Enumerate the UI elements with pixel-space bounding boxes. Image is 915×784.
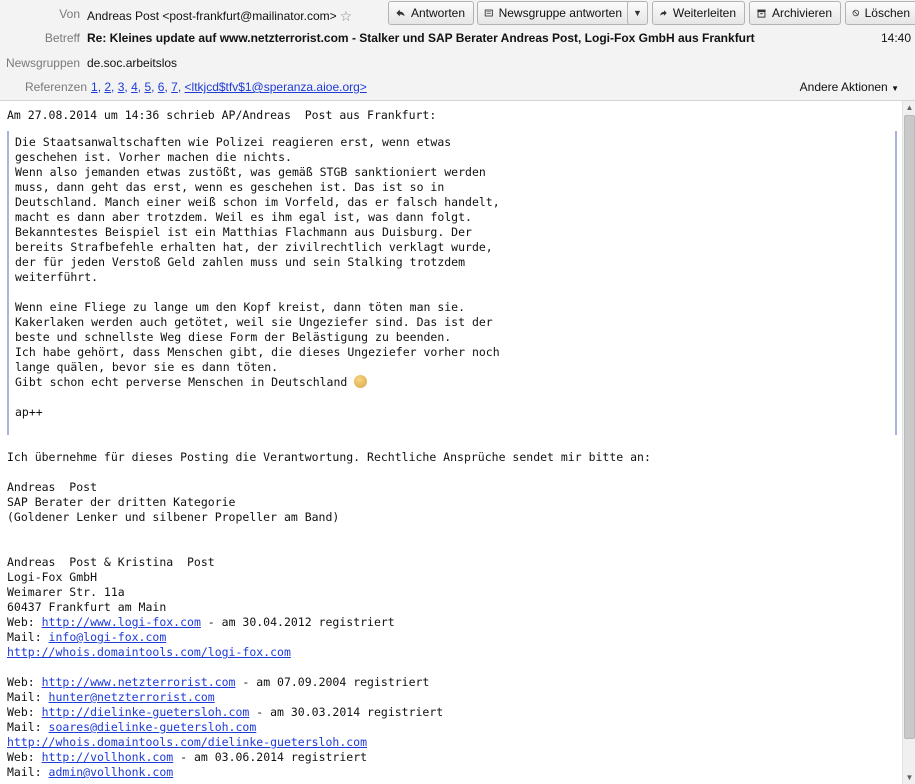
- web-link[interactable]: http://dielinke-guetersloh.com: [41, 705, 250, 719]
- mail-prefix: Mail:: [7, 630, 49, 644]
- registered-note: - am 03.06.2014 registriert: [173, 750, 368, 764]
- reply-newsgroup-button[interactable]: [477, 1, 631, 25]
- reply-button[interactable]: [388, 1, 474, 25]
- web-link[interactable]: http://www.netzterrorist.com: [41, 675, 236, 689]
- blank-line: [7, 525, 902, 540]
- quote-line: der für jeden Verstoß Geld zahlen muss und sein Stalking trotzdem: [15, 255, 466, 269]
- archive-label: Archivieren: [771, 6, 832, 20]
- mail-line: [7, 720, 902, 735]
- scroll-up-arrow-icon[interactable]: ▲: [905, 103, 914, 112]
- quote-line: Wenn also jemanden etwas zustößt, was gemäß STGB sanktioniert werden: [15, 165, 486, 179]
- reply-label: Antworten: [410, 6, 465, 20]
- registered-note: - am 07.09.2004 registriert: [235, 675, 430, 689]
- forward-label: Weiterleiten: [672, 6, 736, 20]
- mail-line: [7, 630, 902, 645]
- whois-line: [7, 645, 902, 660]
- reply-dropdown-button[interactable]: [627, 1, 648, 25]
- from-value[interactable]: [87, 7, 352, 24]
- web-line: [7, 705, 902, 720]
- message-time: 14:40: [880, 31, 911, 45]
- newsgroup-icon: [484, 5, 494, 21]
- message-body: [0, 101, 902, 784]
- web-prefix: Web:: [7, 675, 42, 689]
- newsgroups-label: Newsgruppen: [5, 56, 80, 70]
- address-line: 60437 Frankfurt am Main: [7, 600, 167, 614]
- quote-line: [15, 285, 895, 300]
- forward-arrow-icon: [659, 5, 668, 21]
- web-prefix: Web:: [7, 705, 42, 719]
- quote-line: Bekanntestes Beispiel ist ein Matthias Flachmann aus Duisburg. Der: [15, 225, 472, 239]
- reference-link[interactable]: 3: [117, 80, 125, 94]
- chevron-down-icon: ▼: [891, 84, 899, 93]
- web-link[interactable]: http://vollhonk.com: [41, 750, 174, 764]
- quote-line: muss, dann geht das erst, wenn es geschehen ist. Das ist so in: [15, 180, 445, 194]
- blank-line: [7, 465, 902, 480]
- registered-note: - am 30.03.2014 registriert: [249, 705, 444, 719]
- reference-link[interactable]: 4: [131, 80, 138, 94]
- web-link[interactable]: http://www.logi-fox.com: [41, 615, 201, 629]
- chevron-down-icon: ▼: [633, 8, 642, 18]
- vertical-scrollbar[interactable]: [902, 101, 915, 784]
- message-header: [0, 0, 915, 101]
- reference-link[interactable]: 7: [171, 80, 178, 94]
- registered-note: - am 30.04.2012 registriert: [200, 615, 395, 629]
- signature-line: Andreas Post: [7, 480, 98, 494]
- scroll-down-arrow-icon[interactable]: ▼: [905, 773, 914, 782]
- blank-line: [7, 660, 902, 675]
- quote-line: Wenn eine Fliege zu lange um den Kopf kreist, dann töten man sie.: [15, 300, 466, 314]
- quote-line: [15, 390, 895, 405]
- signature-line: (Goldener Lenker und silbener Propeller am Band): [7, 510, 340, 524]
- newsgroups-value[interactable]: de.soc.arbeitslos: [87, 56, 178, 70]
- whois-line: [7, 735, 902, 750]
- quote-line: weiterführt.: [15, 270, 99, 284]
- quote-spacer: [15, 420, 895, 435]
- reply-newsgroup-label: Newsgruppe antworten: [498, 6, 622, 20]
- forward-button[interactable]: [652, 1, 745, 25]
- reply-arrow-icon: [395, 5, 406, 21]
- mail-prefix: Mail:: [7, 690, 49, 704]
- blank-line: [7, 540, 902, 555]
- address-line: Andreas Post & Kristina Post: [7, 555, 215, 569]
- mail-prefix: Mail:: [7, 720, 49, 734]
- mail-line: [7, 690, 902, 705]
- mail-link[interactable]: admin@vollhonk.com: [48, 765, 174, 779]
- scrollbar-thumb[interactable]: [904, 115, 915, 739]
- mail-line: [7, 765, 902, 780]
- reference-link[interactable]: 5: [144, 80, 152, 94]
- subject-value: Re: Kleines update auf www.netzterrorist.com - Stalker und SAP Berater Andreas Post, Logi-Fox GmbH aus Frankfurt: [87, 31, 755, 45]
- web-line: [7, 615, 902, 630]
- web-prefix: Web:: [7, 615, 42, 629]
- references-row: [0, 75, 915, 99]
- mail-link[interactable]: hunter@netzterrorist.com: [48, 690, 215, 704]
- quoted-block: [7, 131, 897, 435]
- smiley-icon: [354, 375, 367, 388]
- web-prefix: Web:: [7, 750, 42, 764]
- delete-circle-icon: [852, 5, 860, 21]
- reference-msgid-link[interactable]: <ltkjcd$tfv$1@speranza.aioe.org>: [184, 80, 367, 94]
- reference-link[interactable]: 1: [91, 80, 98, 94]
- quote-line-text: Gibt schon echt perverse Menschen in Deutschland: [15, 375, 348, 389]
- quote-line: macht es dann aber trotzdem. Weil es ihm egal ist, was dann folgt.: [15, 210, 472, 224]
- web-line: [7, 675, 902, 690]
- from-address[interactable]: Andreas Post <post-frankfurt@mailinator.com>: [87, 9, 337, 23]
- mail-link[interactable]: soares@dielinke-guetersloh.com: [48, 720, 257, 734]
- quote-line: lange quälen, bevor sie es dann töten.: [15, 360, 279, 374]
- signature-line: SAP Berater der dritten Kategorie: [7, 495, 236, 509]
- web-line: [7, 750, 902, 765]
- reference-link[interactable]: 6: [157, 80, 165, 94]
- references-list: 1, 2, 3, 4, 5, 6, 7, <ltkjcd$tfv$1@speranza.aioe.org>: [91, 80, 367, 94]
- from-label: Von: [59, 7, 80, 21]
- mail-prefix: Mail:: [7, 765, 49, 779]
- blank-line: [7, 435, 902, 450]
- quote-line: ap++: [15, 405, 43, 419]
- delete-label: Löschen: [864, 6, 910, 20]
- quote-intro: Am 27.08.2014 um 14:36 schrieb AP/Andreas Post aus Frankfurt:: [7, 108, 437, 122]
- responsibility-text: Ich übernehme für dieses Posting die Verantwortung. Rechtliche Ansprüche sendet mir bitte an:: [7, 450, 651, 464]
- other-actions-label: Andere Aktionen: [799, 80, 888, 94]
- archive-box-icon: [756, 5, 767, 21]
- quote-line-with-smiley: [15, 375, 895, 390]
- references-label: Referenzen: [24, 80, 87, 94]
- reference-link[interactable]: 2: [104, 80, 112, 94]
- quote-line: Ich habe gehört, dass Menschen gibt, die dieses Ungeziefer vorher noch: [15, 345, 500, 359]
- subject-row: [0, 26, 915, 50]
- quote-line: Die Staatsanwaltschaften wie Polizei reagieren erst, wenn etwas: [15, 135, 452, 149]
- address-line: Logi-Fox GmbH: [7, 570, 98, 584]
- whois-link[interactable]: http://whois.domaintools.com/dielinke-guetersloh.com: [7, 735, 368, 749]
- newsgroups-row: [0, 51, 915, 75]
- archive-button[interactable]: [749, 1, 841, 25]
- star-icon[interactable]: ☆: [339, 8, 353, 24]
- quote-line: beste und schnellste Weg diese Form der Belästigung zu beenden.: [15, 330, 452, 344]
- other-actions-button[interactable]: [800, 80, 899, 94]
- subject-label: Betreff: [44, 31, 80, 45]
- address-line: Weimarer Str. 11a: [7, 585, 125, 599]
- quote-line: geschehen ist. Vorher machen die nichts.: [15, 150, 292, 164]
- whois-link[interactable]: http://whois.domaintools.com/logi-fox.com: [7, 645, 291, 659]
- quote-line: Kakerlaken werden auch getötet, weil sie Ungeziefer sind. Das ist der: [15, 315, 493, 329]
- delete-button[interactable]: [845, 1, 915, 25]
- quote-line: Deutschland. Manch einer weiß schon im Vorfeld, das er falsch handelt,: [15, 195, 500, 209]
- mail-link[interactable]: info@logi-fox.com: [48, 630, 167, 644]
- quote-line: bereits Strafbefehle erhalten hat, der zivilrechtlich verklagt wurde,: [15, 240, 493, 254]
